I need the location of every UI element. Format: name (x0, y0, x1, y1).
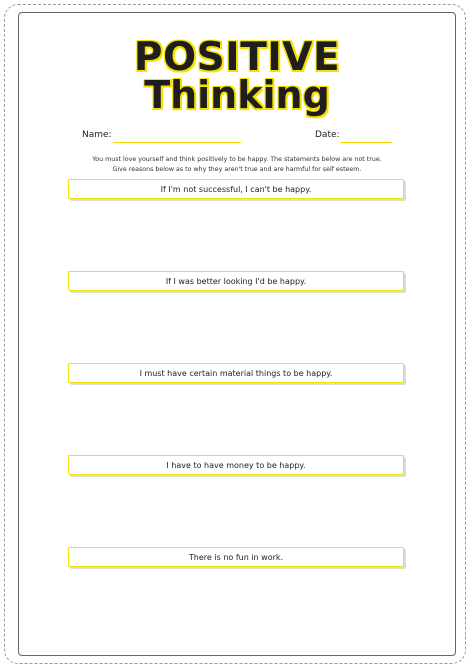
statement-box-1 (68, 179, 404, 199)
title-thinking: Thinking (144, 73, 330, 117)
statement-text: I must have certain material things to be happy. (139, 368, 333, 378)
date-field[interactable] (340, 142, 392, 143)
statement-box-3 (68, 363, 404, 383)
instructions-line-2: Give reasons below as to why they aren't true and are harmful for self esteem. (112, 165, 362, 173)
statement-text: I have to have money to be happy. (166, 460, 306, 470)
title-positive: POSITIVE (133, 35, 341, 80)
name-field[interactable] (113, 142, 241, 143)
date-label: Date: (315, 130, 340, 140)
instructions (60, 155, 414, 174)
statement-box-4 (68, 455, 404, 475)
statement-text: If I was better looking I'd be happy. (165, 276, 307, 286)
statement-text: If I'm not successful, I can't be happy. (160, 184, 312, 194)
instructions-line-1: You must love yourself and think positively to be happy. The statements below are not true. (92, 156, 382, 163)
statement-box-2 (68, 271, 404, 291)
name-label: Name: (82, 130, 112, 140)
statement-box-5 (68, 547, 404, 567)
statement-text: There is no fun in work. (188, 552, 284, 562)
